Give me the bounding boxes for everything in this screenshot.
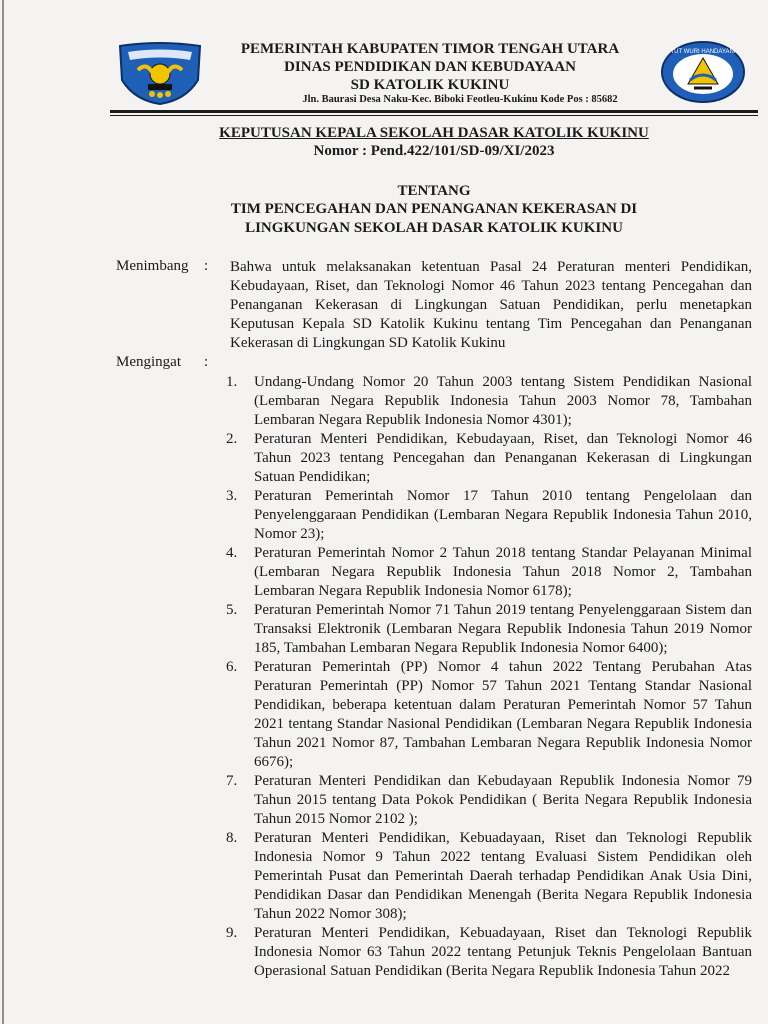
regency-emblem-icon — [116, 40, 204, 106]
list-item-text: Peraturan Pemerintah Nomor 2 Tahun 2018 tentang Standar Pelayanan Minimal (Lembaran Negara Republik Indonesia Tahun 2018 Nomor 2, Tambahan Lembaran Negara Republik Indonesia Nomor 6178); — [254, 545, 752, 599]
list-item — [226, 544, 752, 601]
list-item-number: 1. — [226, 374, 238, 390]
list-item-number: 7. — [226, 773, 238, 789]
list-item-text: Peraturan Menteri Pendidikan, Kebuadayaan, Riset dan Teknologi Republik Indonesia Nomor 9 Tahun 2022 tentang Evaluasi Sistem Pendidikan oleh Pemerintah Pusat dan Pemerintah Daerah terhadap Pendidikan Anak Usia Dini, Pendidikan Dasar dan Pendidikan Menengah (Berita Negara Republik Indonesia Tahun 2022 Nomor 308); — [254, 830, 752, 922]
list-item — [226, 430, 752, 487]
menimbang-label: Menimbang — [116, 258, 189, 274]
emblem-motto: TUT WURI HANDAYANI — [670, 49, 736, 55]
list-item-number: 5. — [226, 602, 238, 618]
list-item — [226, 772, 752, 829]
list-item — [226, 487, 752, 544]
mengingat-label: Mengingat — [116, 354, 181, 370]
list-item-text: Peraturan Pemerintah Nomor 71 Tahun 2019 tentang Penyelenggaraan Sistem dan Transaksi Elektronik (Lembaran Negara Republik Indonesia Tahun 2019 Nomor 185, Tambahan Lembaran Negara Republik Indonesia Nomor 6400); — [254, 602, 752, 656]
letterhead-school: SD KATOLIK KUKINU — [350, 77, 510, 93]
list-item — [226, 601, 752, 658]
decree-about: TENTANG — [397, 183, 471, 199]
list-item-text: Undang-Undang Nomor 20 Tahun 2003 tentang Sistem Pendidikan Nasional (Lembaran Negara Republik Indonesia Tahun 2003 Nomor 78, Tambahan Lembaran Negara Republik Indonesia Nomor 4301); — [254, 374, 752, 428]
page-edge-shadow — [2, 0, 4, 1024]
letterhead-address: Jln. Baurasi Desa Naku-Kec. Biboki Feotleu-Kukinu Kode Pos : 85682 — [302, 94, 618, 105]
list-item-number: 2. — [226, 431, 238, 447]
mengingat-colon: : — [204, 354, 209, 370]
list-item-text: Peraturan Pemerintah (PP) Nomor 4 tahun 2022 Tentang Perubahan Atas Peraturan Pemerintah (PP) Nomor 57 Tahun 2021 Tentang Standar Nasional Pendidikan, beberapa ketentuan dalam Peraturan Pemerintah Nomor 57 Tahun 2021 tentang Standar Nasional Pendidikan (Lembaran Negara Republik Indonesia Tahun 2021 Nomor 87, Tambahan Lembaran Negara Republik Indonesia Nomor 6676); — [254, 659, 752, 770]
list-item — [226, 658, 752, 772]
list-item-number: 4. — [226, 545, 238, 561]
letterhead-government: PEMERINTAH KABUPATEN TIMOR TENGAH UTARA — [240, 41, 620, 57]
letterhead-rule-thick — [110, 110, 758, 113]
list-item-text: Peraturan Menteri Pendidikan dan Kebudayaan Republik Indonesia Nomor 79 Tahun 2015 tentang Data Pokok Pendidikan ( Berita Negara Republik Indonesia Tahun 2015 Nomor 2102 ); — [254, 773, 752, 827]
decree-number: Nomor : Pend.422/101/SD-09/XI/2023 — [313, 143, 555, 159]
list-item-text: Peraturan Menteri Pendidikan, Kebuadayaan, Riset dan Teknologi Republik Indonesia Nomor 63 Tahun 2022 tentang Petunjuk Teknis Pengelolaan Bantuan Operasional Satuan Pendidikan (Berita Negara Republik Indonesia Tahun 2022 — [254, 925, 752, 979]
list-item-number: 8. — [226, 830, 238, 846]
mengingat-list — [226, 373, 752, 981]
decree-title: KEPUTUSAN KEPALA SEKOLAH DASAR KATOLIK KUKINU — [219, 125, 649, 141]
list-item-number: 9. — [226, 925, 238, 941]
list-item-text: Peraturan Menteri Pendidikan, Kebudayaan, Riset, dan Teknologi Nomor 46 Tahun 2023 tentang Pencegahan dan Penanganan Kekerasan di Lingkungan Satuan Pendidikan; — [254, 431, 752, 485]
decree-subject-line2: LINGKUNGAN SEKOLAH DASAR KATOLIK KUKINU — [245, 220, 623, 236]
list-item-number: 6. — [226, 659, 238, 675]
list-item — [226, 924, 752, 981]
list-item — [226, 829, 752, 924]
letterhead-agency: DINAS PENDIDIKAN DAN KEBUDAYAAN — [284, 59, 576, 75]
list-item — [226, 373, 752, 430]
letterhead-rule-thin — [110, 115, 758, 116]
tut-wuri-handayani-icon — [660, 40, 746, 104]
list-item-number: 3. — [226, 488, 238, 504]
decree-subject-line1: TIM PENCEGAHAN DAN PENANGANAN KEKERASAN DI — [230, 201, 638, 217]
menimbang-text: Bahwa untuk melaksanakan ketentuan Pasal 24 Peraturan menteri Pendidikan, Kebudayaan, Riset, dan Teknologi Nomor 46 Tahun 2023 tentang Pencegahan dan Penanganan Kekerasan di Lingkungan Satuan Pendidikan, perlu menetapkan Keputusan Kepala SD Katolik Kukinu tentang Tim Pencegahan dan Penanganan Kekerasan di Lingkungan SD Katolik Kukinu — [230, 259, 752, 351]
list-item-text: Peraturan Pemerintah Nomor 17 Tahun 2010 tentang Pengelolaan dan Penyelenggaraan Pendidikan (Lembaran Negara Republik Indonesia Tahun 2010, Nomor 23); — [254, 488, 752, 542]
menimbang-colon: : — [204, 258, 209, 274]
